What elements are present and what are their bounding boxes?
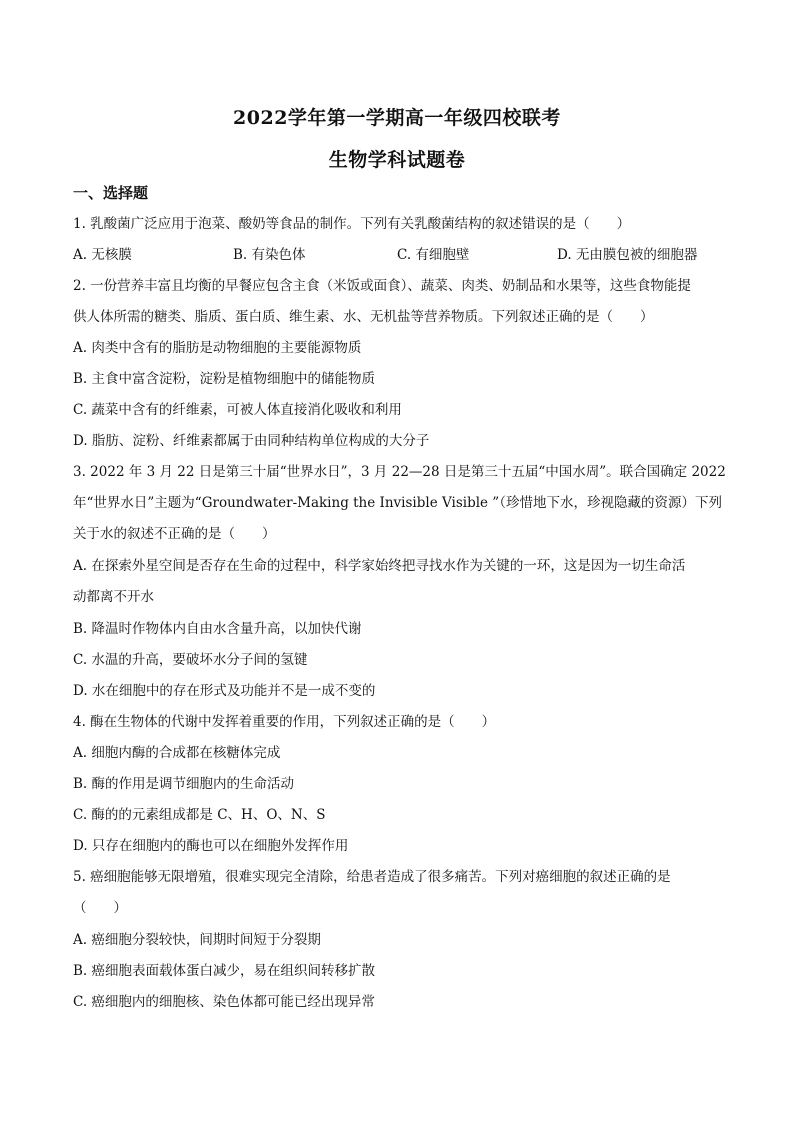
exam-subtitle: 生物学科试题卷 (328, 149, 466, 171)
q2-option-a: A. 肉类中含有的脂肪是动物细胞的主要能源物质 (73, 340, 362, 356)
q3-stem-line1: 3. 2022 年 3 月 22 日是第三十届“世界水日”，3 月 22—28 日是第三十五届“中国水周”。联合国确定 2022 (73, 464, 726, 480)
q4-option-d: D. 只存在细胞内的酶也可以在细胞外发挥作用 (73, 838, 349, 854)
q4-option-c: C. 酶的的元素组成都是 C、H、O、N、S (73, 807, 326, 823)
q3-option-a-line1: A. 在探索外星空间是否存在生命的过程中，科学家始终把寻找水作为关键的一环，这是因为一切生命活 (73, 558, 686, 574)
q2-stem-line1: 2. 一份营养丰富且均衡的早餐应包含主食（米饭或面食）、蔬菜、肉类、奶制品和水果等，这些食物能提 (73, 278, 691, 294)
q3-stem-line3: 关于水的叙述不正确的是（ ） (73, 526, 276, 542)
q3-option-a-line2: 动都离不开水 (73, 589, 154, 605)
exam-title: 2022学年第一学期高一年级四校联考 (233, 107, 561, 129)
q2-stem-line2: 供人体所需的糖类、脂质、蛋白质、维生素、水、无机盐等营养物质。下列叙述正确的是（ ） (73, 309, 654, 325)
q5-option-c: C. 癌细胞内的细胞核、染色体都可能已经出现异常 (73, 994, 375, 1010)
q3-option-b: B. 降温时作物体内自由水含量升高，以加快代谢 (73, 621, 362, 637)
q3-option-d: D. 水在细胞中的存在形式及功能并不是一成不变的 (73, 683, 376, 699)
q4-option-b: B. 酶的作用是调节细胞内的生命活动 (73, 776, 295, 792)
q5-option-b: B. 癌细胞表面载体蛋白减少，易在组织间转移扩散 (73, 963, 376, 979)
q2-option-b: B. 主食中富含淀粉，淀粉是植物细胞中的储能物质 (73, 371, 376, 387)
q4-stem: 4. 酶在生物体的代谢中发挥着重要的作用，下列叙述正确的是（ ） (73, 714, 496, 730)
q5-option-a: A. 癌细胞分裂较快，间期时间短于分裂期 (73, 932, 321, 948)
q1-option-c: C. 有细胞壁 (397, 247, 470, 263)
q5-stem-line2: （ ） (73, 900, 127, 916)
q4-option-a: A. 细胞内酶的合成都在核糖体完成 (73, 745, 281, 761)
q2-option-c: C. 蔬菜中含有的纤维素，可被人体直接消化吸收和利用 (73, 402, 402, 418)
q3-stem-line2: 年“世界水日”主题为“Groundwater-Making the Invisible Visible ”（珍惜地下水，珍视隐藏的资源）下列 (73, 495, 722, 511)
q1-stem: 1. 乳酸菌广泛应用于泡菜、酸奶等食品的制作。下列有关乳酸菌结构的叙述错误的是（ ） (73, 216, 631, 232)
q5-stem-line1: 5. 癌细胞能够无限增殖，很难实现完全清除，给患者造成了很多痛苦。下列对癌细胞的叙述正确的是 (73, 869, 671, 885)
q3-option-c: C. 水温的升高，要破坏水分子间的氢键 (73, 652, 308, 668)
q2-option-d: D. 脂肪、淀粉、纤维素都属于由同种结构单位构成的大分子 (73, 433, 430, 449)
q1-option-d: D. 无由膜包被的细胞器 (557, 247, 698, 263)
section-heading: 一、选择题 (73, 184, 149, 202)
q1-option-b: B. 有染色体 (233, 247, 306, 263)
q1-option-a: A. 无核膜 (73, 247, 132, 263)
